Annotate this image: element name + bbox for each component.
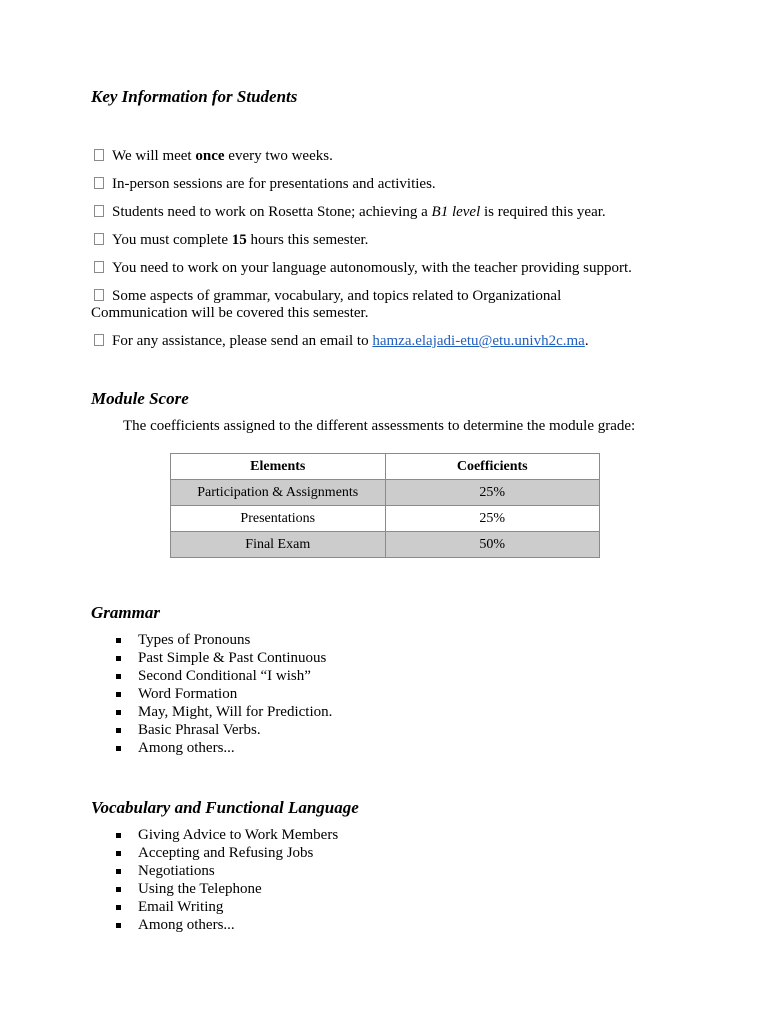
- key-info-item-2: In-person sessions are for presentations and activities.: [91, 176, 691, 193]
- module-score-intro: The coefficients assigned to the different assessments to determine the module grade:: [123, 418, 636, 434]
- vocabulary-list: [110, 826, 338, 934]
- list-item: Types of Pronouns: [110, 631, 332, 649]
- list-item: Giving Advice to Work Members: [110, 826, 338, 844]
- checkbox-glyph-icon: [94, 177, 104, 189]
- list-item: Using the Telephone: [110, 880, 338, 898]
- key-info-item-6: Some aspects of grammar, vocabulary, and topics related to Organizational Communication will be covered this semester.: [91, 288, 562, 321]
- key-info-item-7: For any assistance, please send an email to hamza.elajadi-etu@etu.univh2c.ma.: [91, 333, 691, 350]
- key-info-item-1: We will meet once every two weeks.: [91, 148, 691, 165]
- table-cell-coefficient: 25%: [385, 506, 600, 532]
- key-info-item-5: You need to work on your language autonomously, with the teacher providing support.: [91, 260, 691, 277]
- key-info-heading: Key Information for Students: [91, 87, 298, 106]
- list-item: Word Formation: [110, 685, 332, 703]
- checkbox-glyph-icon: [94, 334, 104, 346]
- table-row: [171, 532, 600, 558]
- list-item: Past Simple & Past Continuous: [110, 649, 332, 667]
- table-cell-element: Final Exam: [171, 532, 386, 558]
- table-cell-element: Presentations: [171, 506, 386, 532]
- email-link[interactable]: hamza.elajadi-etu@etu.univh2c.ma: [372, 333, 585, 349]
- table-header-coefficients: Coefficients: [385, 454, 600, 480]
- table-cell-coefficient: 25%: [385, 480, 600, 506]
- module-score-heading: Module Score: [91, 389, 189, 408]
- list-item: Basic Phrasal Verbs.: [110, 721, 332, 739]
- list-item: Among others...: [110, 739, 332, 757]
- table-header-row: [171, 454, 600, 480]
- table-row: [171, 506, 600, 532]
- grammar-heading: Grammar: [91, 603, 160, 622]
- checkbox-glyph-icon: [94, 233, 104, 245]
- table-row: [171, 480, 600, 506]
- list-item: Email Writing: [110, 898, 338, 916]
- key-info-item-3: Students need to work on Rosetta Stone; achieving a B1 level is required this year.: [91, 204, 691, 221]
- list-item: Among others...: [110, 916, 338, 934]
- key-info-item-4: You must complete 15 hours this semester.: [91, 232, 691, 249]
- list-item: Negotiations: [110, 862, 338, 880]
- vocabulary-heading: Vocabulary and Functional Language: [91, 798, 359, 817]
- checkbox-glyph-icon: [94, 261, 104, 273]
- table-cell-element: Participation & Assignments: [171, 480, 386, 506]
- table-header-elements: Elements: [171, 454, 386, 480]
- checkbox-glyph-icon: [94, 205, 104, 217]
- list-item: May, Might, Will for Prediction.: [110, 703, 332, 721]
- list-item: Second Conditional “I wish”: [110, 667, 332, 685]
- table-cell-coefficient: 50%: [385, 532, 600, 558]
- grammar-list: [110, 631, 332, 757]
- list-item: Accepting and Refusing Jobs: [110, 844, 338, 862]
- checkbox-glyph-icon: [94, 289, 104, 301]
- coefficients-table: [170, 453, 600, 558]
- checkbox-glyph-icon: [94, 149, 104, 161]
